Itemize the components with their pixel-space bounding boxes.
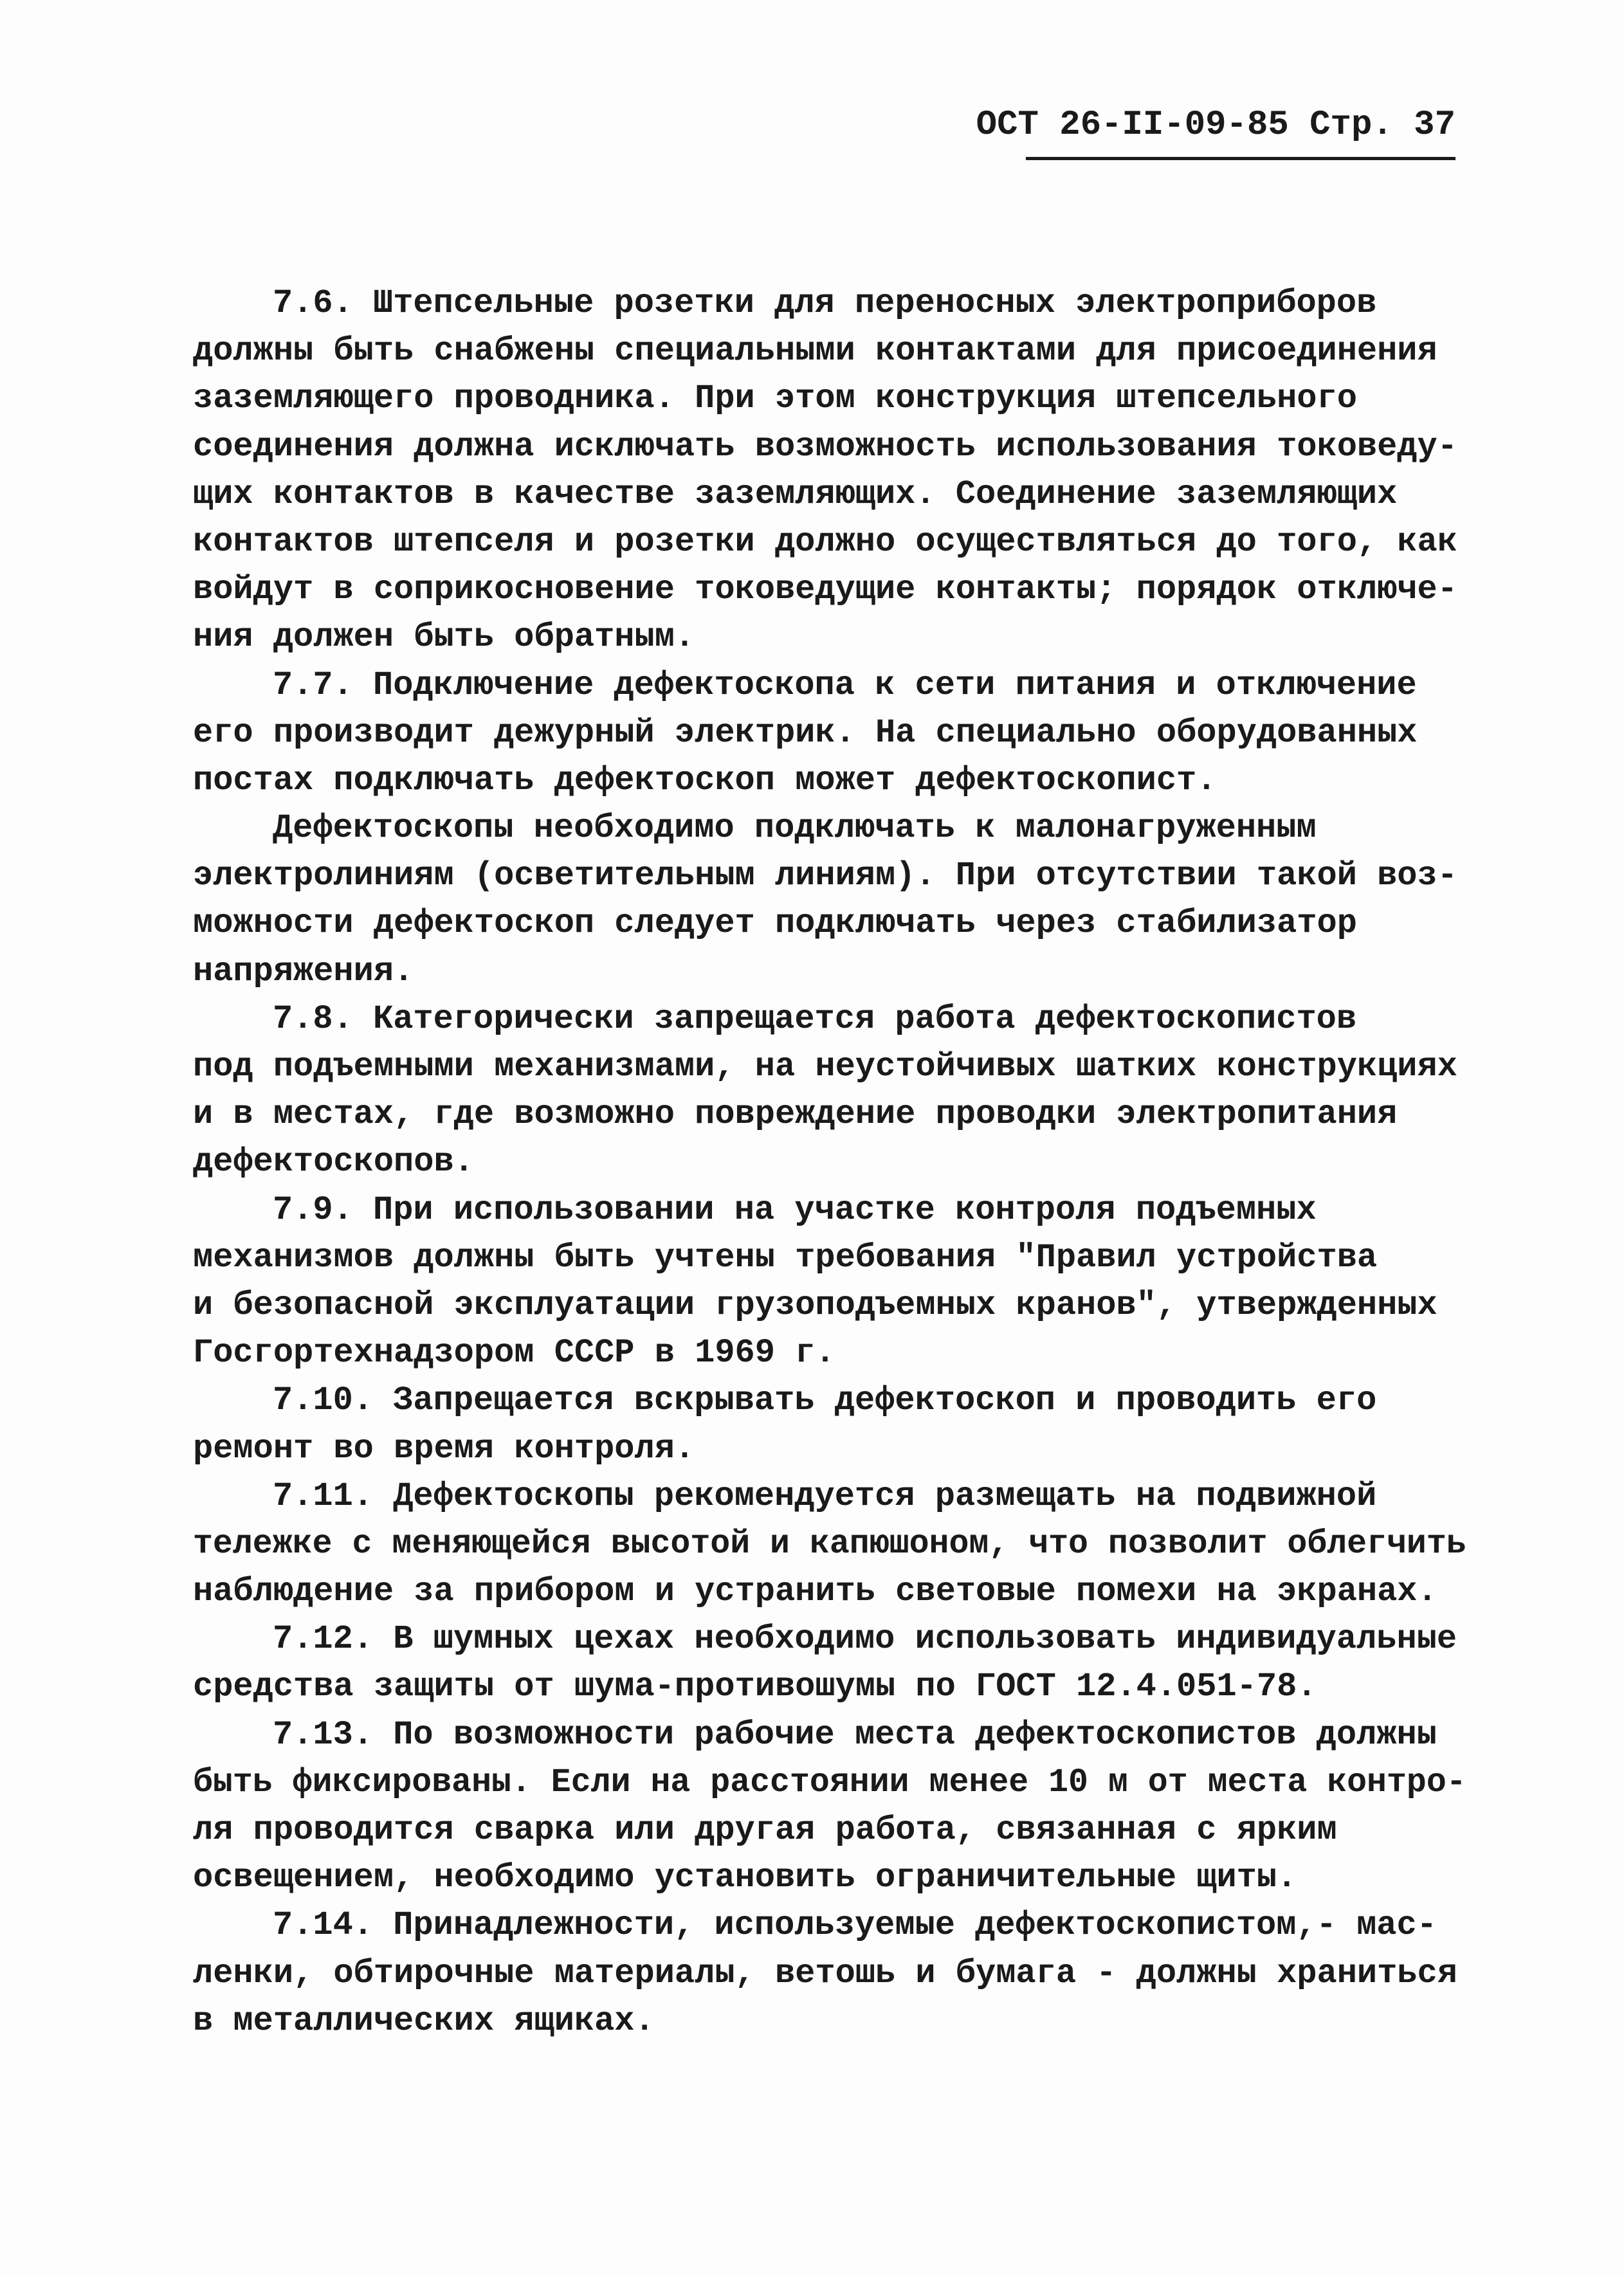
- document-reference: ОСТ 26-II-09-85 Стр. 37: [976, 105, 1455, 145]
- text-line: и безопасной эксплуатации грузоподъемных кранов", утвержденных: [193, 1286, 1437, 1324]
- text-line: Госгортехнадзором СССР в 1969 г.: [193, 1334, 835, 1372]
- text-line: наблюдение за прибором и устранить световые помехи на экранах.: [193, 1572, 1437, 1611]
- text-line: под подъемными механизмами, на неустойчивых шатких конструкциях: [193, 1048, 1457, 1086]
- text-line: ленки, обтирочные материалы, ветошь и бумага - должны храниться: [193, 1954, 1457, 1992]
- text-line: напряжения.: [193, 952, 414, 990]
- text-line: войдут в соприкосновение токоведущие контакты; порядок отключе-: [193, 570, 1457, 609]
- text-line: 7.13. По возможности рабочие места дефектоскопистов должны: [273, 1715, 1437, 1754]
- text-line: его производит дежурный электрик. На специально оборудованных: [193, 713, 1418, 752]
- text-line: заземляющего проводника. При этом конструкция штепсельного: [193, 379, 1357, 418]
- text-line: ля проводится сварка или другая работа, связанная с ярким: [193, 1811, 1337, 1849]
- text-line: соединения должна исключать возможность использования токоведу-: [193, 427, 1457, 466]
- text-line: тележке с меняющейся высотой и капюшоном, что позволит облегчить: [193, 1525, 1466, 1563]
- text-line: ния должен быть обратным.: [193, 618, 695, 657]
- text-line: быть фиксированы. Если на расстоянии менее 10 м от места контро-: [193, 1763, 1466, 1801]
- text-line: электролиниям (осветительным линиям). При отсутствии такой воз-: [193, 857, 1457, 895]
- text-line: и в местах, где возможно повреждение проводки электропитания: [193, 1095, 1398, 1134]
- text-line: щих контактов в качестве заземляющих. Соединение заземляющих: [193, 475, 1398, 513]
- text-line: 7.9. При использовании на участке контроля подъемных: [273, 1190, 1317, 1229]
- page-header: [976, 103, 1455, 160]
- text-line: 7.7. Подключение дефектоскопа к сети питания и отключение: [273, 666, 1417, 704]
- text-line: дефектоскопов.: [193, 1143, 474, 1181]
- text-line: в металлических ящиках.: [193, 2001, 655, 2040]
- text-line: постах подключать дефектоскоп может дефектоскопист.: [193, 761, 1217, 799]
- text-line: механизмов должны быть учтены требования "Правил устройства: [193, 1238, 1378, 1277]
- text-line: 7.6. Штепсельные розетки для переносных электроприборов: [273, 284, 1377, 322]
- text-line: 7.11. Дефектоскопы рекомендуется размещать на подвижной: [273, 1477, 1377, 1515]
- text-line: Дефектоскопы необходимо подключать к малонагруженным: [273, 809, 1317, 848]
- text-line: можности дефектоскоп следует подключать через стабилизатор: [193, 904, 1357, 943]
- text-line: 7.12. В шумных цехах необходимо использовать индивидуальные: [273, 1620, 1457, 1659]
- text-line: ремонт во время контроля.: [193, 1429, 695, 1468]
- text-line: средства защиты от шума-противошумы по ГОСТ 12.4.051-78.: [193, 1668, 1317, 1706]
- text-line: должны быть снабжены специальными контактами для присоединения: [193, 332, 1437, 370]
- text-line: контактов штепселя и розетки должно осуществляться до того, как: [193, 522, 1457, 561]
- text-line: освещением, необходимо установить ограничительные щиты.: [193, 1859, 1297, 1897]
- text-line: 7.8. Категорически запрещается работа дефектоскопистов: [273, 999, 1357, 1038]
- text-line: 7.14. Принадлежности, используемые дефектоскопистом,- мас-: [273, 1906, 1437, 1945]
- text-line: 7.10. Запрещается вскрывать дефектоскоп и проводить его: [273, 1381, 1377, 1420]
- document-body: [193, 280, 1473, 2045]
- header-underline: [1026, 157, 1455, 160]
